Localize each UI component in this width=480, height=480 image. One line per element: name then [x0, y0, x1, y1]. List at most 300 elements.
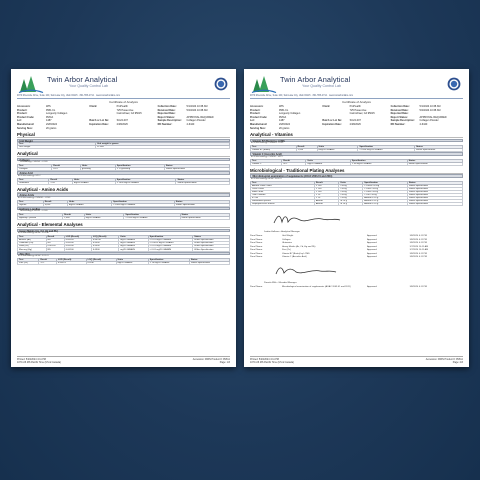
- page-footer: [250, 356, 463, 364]
- metadata-value: APPROVAL REQUIRED: [419, 115, 447, 119]
- table-cell: 18.5: [52, 168, 81, 171]
- page-footer: [17, 356, 230, 364]
- table-cell: 0.00154: [46, 245, 64, 248]
- table-cell: 0.00100: [64, 245, 91, 248]
- signature-microbial-manager: [270, 263, 370, 277]
- signature-analytical-manager: [270, 212, 370, 226]
- column-header: LOQ (Result): [91, 236, 118, 239]
- lab-header: [17, 74, 230, 97]
- column-header: Test: [251, 146, 297, 149]
- table-cell: g/serving: [80, 168, 115, 171]
- table-cell: 0.00234: [64, 239, 91, 242]
- metadata-label: Report Status:: [390, 115, 408, 119]
- results-sections: [17, 132, 230, 265]
- footer-printed: Printed: 5/20/2024 4:11 PM 107C-06 MS Pacific Time (US & Canada): [17, 358, 61, 364]
- table-cell: Unit Weight: [18, 146, 96, 149]
- table-cell: E. coli: [251, 196, 315, 199]
- column-header: Test: [251, 181, 315, 184]
- metadata-value: PRD-CL: [45, 108, 56, 112]
- footer-page: Accession: 9WIS Product #: PMCA Page: 2/3: [425, 358, 463, 364]
- metadata-value: ProHealth: [116, 105, 128, 108]
- metadata-value: WIS: [278, 105, 284, 108]
- metadata-value: APPROVAL REQUIRED: [186, 115, 214, 119]
- metadata-label: Reported Date:: [157, 112, 176, 116]
- column-header: Specification: [115, 165, 164, 168]
- methodology-note: ** Methodology: PMMNR • LCMS: [18, 161, 48, 164]
- column-header: LOD (Result): [56, 258, 86, 261]
- table-cell: Absent in 10 g: [363, 196, 408, 199]
- column-header: Result: [296, 146, 317, 149]
- table-row: [18, 146, 230, 149]
- column-header: Status: [180, 214, 229, 217]
- approval-cell: Microbiological examination of supplements (AOAC 2003.01 and 2011): [281, 285, 351, 288]
- column-header: Status: [189, 258, 229, 261]
- column-header: Status: [407, 181, 462, 184]
- metadata-cell: [158, 127, 230, 131]
- approval-cell: Approved:: [367, 256, 378, 259]
- table-cell: > 17g/serving: [115, 168, 164, 171]
- column-header: LOD (Result): [64, 236, 91, 239]
- table-cell: Collagen: [18, 168, 52, 171]
- approval-list: [250, 286, 463, 290]
- panel-name-bar: Zinc (Zn): [17, 252, 230, 256]
- table-cell: < 1000 CFU/g: [363, 190, 408, 193]
- table-cell: Within Specification: [193, 242, 230, 245]
- table-cell: 0.0300: [91, 248, 118, 251]
- table-cell: Within Specification: [174, 203, 229, 206]
- table-cell: Within Specification: [193, 239, 230, 242]
- signatures: [250, 212, 463, 289]
- column-header: Test: [18, 165, 52, 168]
- table-cell: mg/20 GRAMS: [119, 242, 148, 245]
- table-cell: Vitamin C: [251, 162, 282, 165]
- metadata-label: Product Code:: [250, 115, 268, 119]
- metadata-value: 725 Paseo Ave: [349, 108, 367, 112]
- approval-cell: Approved:: [367, 235, 378, 238]
- metadata-value: SC24-007: [116, 119, 128, 123]
- approval-cell: 5/8/2024 4:11 PM: [409, 285, 427, 288]
- metadata-label: Product:: [250, 108, 261, 112]
- panel-name-bar: Vitamin B7 (Biotin) by LCMS: [250, 139, 463, 143]
- approval-cell: Approved:: [367, 242, 378, 245]
- lab-tagline: Your Quality Control Lab: [302, 84, 342, 88]
- table-cell: > 90 mg/20 GRAMS: [350, 162, 407, 165]
- table-cell: Hydroxy L-proline: [18, 217, 63, 220]
- accreditation-seal-icon: [447, 77, 461, 91]
- metadata-label: Serving Size:: [250, 126, 266, 130]
- metadata-value: 1487: [45, 119, 52, 123]
- table-cell: 92.1: [282, 162, 306, 165]
- column-header: Result: [39, 258, 57, 261]
- metadata-label: Manufactured:: [250, 122, 268, 126]
- metadata-label: RO Number:: [390, 122, 406, 126]
- column-header: Result: [314, 181, 338, 184]
- column-header: Test: [18, 200, 44, 203]
- metadata-label: Batch or Lot No:: [322, 119, 342, 123]
- approval-cell: Zinc (Zn): [281, 249, 291, 252]
- table-cell: mcg/20 GRAMS: [317, 149, 358, 152]
- methodology-note: AOR/Methodology: AOAC 2003.01: [251, 177, 282, 180]
- metadata-value: 20 grams: [45, 126, 57, 130]
- metadata-cell: [391, 127, 463, 131]
- table-cell: Absent in 10 g: [363, 203, 408, 206]
- metadata-value: PMCA: [45, 115, 54, 119]
- metadata-label: Received Date:: [390, 108, 409, 112]
- signature-caption: Jordan Halloran - Analytical Manager: [264, 231, 300, 234]
- approval-cell: Glutamine: [281, 242, 292, 245]
- column-header: Status: [415, 146, 463, 149]
- table-cell: Within Specification: [189, 261, 229, 264]
- table-cell: mg/20 GRAMS: [119, 248, 148, 251]
- metadata-cell: [89, 127, 157, 131]
- metadata-value: 2/28/2026: [349, 122, 361, 126]
- table-cell: mg/20 GRAMS: [84, 217, 124, 220]
- approval-cell: 5/8/2024 4:11 PM: [409, 235, 427, 238]
- methodology-note: AOR/Methodology: HPLC: [18, 174, 41, 177]
- methodology-note: AOR/Methodology: AOAC 2015.01: [18, 232, 49, 235]
- table-cell: Aerobic Plate Count: [251, 184, 315, 187]
- panel-name-bar: Heavy Metals (As, Cd, Hg and Pb): [17, 229, 230, 233]
- table-cell: 21.489: [96, 146, 230, 149]
- column-header: Units: [80, 165, 115, 168]
- table-cell: Glycine: [18, 203, 44, 206]
- column-header: Specification: [112, 200, 175, 203]
- approval-cell: 5/8/2024 4:11 PM: [409, 252, 427, 255]
- column-header: Status: [164, 165, 229, 168]
- metadata-label: Collection Date:: [390, 105, 410, 108]
- table-cell: Absent: [314, 203, 338, 206]
- table-cell: Within Specification: [193, 245, 230, 248]
- metadata-value: 725 Paseo Ave: [116, 108, 134, 112]
- twin-trees-logo-icon: [17, 74, 45, 94]
- metadata-value: 2/28/2024: [45, 122, 58, 126]
- metadata-label: Product:: [17, 108, 28, 112]
- metadata-value: PRD-CL: [278, 108, 289, 112]
- metadata-label: Client:: [89, 105, 98, 108]
- lab-header: [250, 74, 463, 97]
- table-cell: Mold Count: [251, 190, 315, 193]
- metadata-cell: [17, 127, 89, 131]
- column-header: Status: [193, 236, 230, 239]
- column-header: Units: [119, 236, 148, 239]
- approval-row: [250, 286, 463, 290]
- table-row: [18, 217, 230, 220]
- approval-cell: Panel Name:: [250, 235, 263, 238]
- methodology-note: AOR/Methodology: AOAC 2015.01: [18, 255, 49, 258]
- table-cell: Within Specification: [407, 193, 462, 196]
- section-heading: Analytical: [17, 151, 230, 157]
- results-table: [250, 181, 463, 207]
- table-cell: Within Specification: [407, 203, 462, 206]
- sample-metadata: [250, 105, 463, 130]
- table-cell: > 1000 mg/20 GRAMS: [124, 217, 180, 220]
- table-cell: Glutamine: [18, 181, 49, 184]
- results-table: [17, 178, 230, 185]
- metadata-value: SC24-007: [349, 119, 361, 123]
- table-cell: < 10: [314, 193, 338, 196]
- metadata-label: Lot:: [250, 119, 255, 123]
- table-row: [251, 162, 463, 165]
- metadata-label: Client:: [322, 105, 331, 108]
- column-header: Units: [116, 258, 148, 261]
- panel-name-bar: Collagen: [17, 158, 230, 162]
- table-cell: < 100: [314, 190, 338, 193]
- section-heading: Analytical - Elemental Analyses: [17, 222, 230, 228]
- table-cell: < 10: [314, 196, 338, 199]
- table-cell: CFU/g: [339, 187, 363, 190]
- column-header: LOQ (Result): [86, 258, 116, 261]
- coa-page-2: [244, 69, 469, 367]
- results-table: [17, 142, 230, 149]
- metadata-label: Serving Size:: [17, 126, 33, 130]
- table-cell: 11.1: [39, 261, 57, 264]
- approval-cell: Collagen: [281, 238, 291, 241]
- table-cell: < 0.01 mg/20 GRAMS: [148, 245, 193, 248]
- column-header: Test: [18, 236, 47, 239]
- column-header: Units: [84, 214, 124, 217]
- approval-cell: Unit Weight: [281, 235, 294, 238]
- table-cell: > 1000 mg/20 GRAMS: [115, 181, 176, 184]
- column-header: Units: [306, 159, 350, 162]
- section-heading: Microbiological - Traditional Plating Analyses: [250, 168, 463, 174]
- table-cell: Total Coliform: [251, 193, 315, 196]
- metadata-value: Longevity Collagen: [278, 112, 301, 116]
- table-cell: mg/20 GRAMS: [306, 162, 350, 165]
- table-cell: 1.95: [49, 181, 72, 184]
- metadata-value: 1487: [278, 119, 285, 123]
- metadata-value: 2/28/2024: [278, 122, 291, 126]
- approval-cell: Approved:: [367, 252, 378, 255]
- panel-name-bar: Vitamin C (Ascorbic Acid): [250, 152, 463, 156]
- lab-tagline: Your Quality Control Lab: [69, 84, 109, 88]
- lab-name: Twin Arbor Analytical: [47, 75, 118, 84]
- metadata-value: 5/1/2024 10:38 AM: [186, 105, 208, 108]
- lab-address: 4870 Riverside Drive, Suite 100, Salt Lake City, Utah 84115 · 801-555-2712 · www.twinarborlabs.com: [17, 95, 121, 97]
- metadata-value: 4-6440: [186, 122, 195, 126]
- column-header: Test: [18, 178, 49, 181]
- table-cell: Salmonella species: [251, 199, 315, 202]
- table-cell: Cadmium (Cd): [18, 242, 47, 245]
- panel-name-bar: Microbiological examination of supplements (AOAC 2003.01 and 2011): [250, 174, 463, 178]
- metadata-label: Lot:: [17, 119, 22, 123]
- table-cell: Zinc (Zn): [18, 261, 39, 264]
- column-header: Specification: [124, 214, 180, 217]
- metadata-label: Product:: [250, 112, 261, 116]
- table-cell: < 100: [314, 187, 338, 190]
- column-header: Specification: [148, 236, 193, 239]
- panel-name-bar: Unit Weight: [17, 139, 230, 143]
- table-cell: Within Specification: [415, 149, 463, 152]
- metadata-cell: [322, 127, 390, 131]
- results-sections: [250, 132, 463, 206]
- table-cell: 1,200: [296, 149, 317, 152]
- table-cell: ND: [46, 239, 64, 242]
- metadata-value: Carmichael, CA 95015: [349, 112, 375, 116]
- panel-name-bar: Hydroxy L-proline: [17, 207, 230, 211]
- table-cell: mg/20 GRAMS: [72, 181, 115, 184]
- metadata-value: 5/2/2024 10:38 AM: [419, 108, 441, 112]
- table-cell: 0.00100: [64, 242, 91, 245]
- section-heading: Physical: [17, 132, 230, 138]
- column-header: Result: [52, 165, 81, 168]
- table-cell: mg/20 GRAMS: [67, 203, 111, 206]
- column-header: Result: [46, 236, 64, 239]
- panel-name-bar: Amino Acid: [17, 171, 230, 175]
- column-header: Result: [49, 178, 72, 181]
- approval-cell: Panel Name:: [250, 242, 263, 245]
- column-header: Status: [176, 178, 230, 181]
- metadata-row: [17, 127, 230, 131]
- table-row: [18, 181, 230, 184]
- approval-cell: Panel Name:: [250, 252, 263, 255]
- approval-cell: Heavy Metals (As, Cd, Hg and Pb): [281, 245, 316, 248]
- table-cell: 0.00574: [56, 261, 86, 264]
- approval-cell: Panel Name:: [250, 285, 263, 288]
- table-cell: < 100 CFU/g: [363, 193, 408, 196]
- table-cell: < 10000 CFU/g: [363, 184, 408, 187]
- column-header: Result: [63, 214, 85, 217]
- results-table: [250, 159, 463, 166]
- lab-name: Twin Arbor Analytical: [280, 75, 351, 84]
- metadata-value: 20 grams: [278, 126, 290, 130]
- table-cell: Within Specification: [180, 217, 229, 220]
- metadata-label: Product Code:: [17, 115, 35, 119]
- lab-address: 4870 Riverside Drive, Suite 100, Salt Lake City, Utah 84115 · 801-555-2712 · www.twinarborlabs.com: [250, 95, 354, 97]
- metadata-value: Collagen Powder: [186, 119, 206, 123]
- table-cell: 0.0300: [91, 245, 118, 248]
- metadata-label: Expiration Date:: [322, 122, 342, 126]
- section-heading: Analytical - Vitamins: [250, 132, 463, 138]
- table-cell: < 0.01 mg/20 GRAMS: [148, 239, 193, 242]
- header-divider: [17, 98, 230, 99]
- results-table: [17, 235, 230, 251]
- table-cell: < 1000 CFU/g: [363, 187, 408, 190]
- metadata-value: 5/1/2024 10:38 AM: [419, 105, 441, 108]
- table-cell: Yeast Count: [251, 187, 315, 190]
- table-cell: CFU/g: [339, 196, 363, 199]
- metadata-value: Carmichael, CA 95015: [116, 112, 142, 116]
- methodology-note: ** Methodology: PMMNR • LCMS: [18, 210, 48, 213]
- column-header: Status: [174, 200, 229, 203]
- metadata-label: Reported Date:: [390, 112, 409, 116]
- column-header: Specification: [115, 178, 176, 181]
- metadata-value: WIS: [45, 105, 51, 108]
- approval-cell: Approved:: [367, 245, 378, 248]
- table-cell: 3,050: [43, 203, 67, 206]
- table-cell: Within Specification: [164, 168, 229, 171]
- table-cell: Within Specification: [407, 196, 462, 199]
- column-header: Test: [18, 258, 39, 261]
- metadata-label: Collection Date:: [157, 105, 177, 108]
- metadata-label: Manufactured:: [17, 122, 35, 126]
- table-cell: Within Specification: [407, 199, 462, 202]
- approval-cell: Panel Name:: [250, 249, 263, 252]
- table-cell: < 0.01 mg/20 GRAMS: [148, 248, 193, 251]
- table-row: [18, 261, 230, 264]
- column-header: Test: [251, 159, 282, 162]
- column-header: Units: [339, 181, 363, 184]
- coa-page-1: [11, 69, 236, 367]
- metadata-label: Sample Description:: [157, 119, 182, 123]
- metadata-label: Accession:: [17, 105, 31, 108]
- footer-printed: Printed: 5/20/2024 4:11 PM 107C-06 MS Pacific Time (US & Canada): [250, 358, 294, 364]
- table-cell: Within Specification: [193, 248, 230, 251]
- results-table: [250, 145, 463, 152]
- approval-cell: 5/7/2024 10:11 AM: [409, 245, 428, 248]
- table-cell: > 1000 mcg/20 GRAMS: [358, 149, 415, 152]
- approval-cell: Panel Name:: [250, 256, 263, 259]
- table-cell: in 10 g: [339, 203, 363, 206]
- metadata-value: 4-6440: [419, 122, 428, 126]
- methodology-note: AOR/Methodology: PMMNR • LCMS: [18, 196, 51, 199]
- metadata-value: 5/2/2024 10:38 AM: [186, 108, 208, 112]
- metadata-label: Sample Description:: [390, 119, 415, 123]
- approval-cell: Approved:: [367, 238, 378, 241]
- approval-cell: 5/8/2024 4:11 PM: [409, 242, 427, 245]
- column-header: Specification: [148, 258, 189, 261]
- approval-cell: Approved:: [367, 249, 378, 252]
- column-header: Specification: [350, 159, 407, 162]
- approval-cell: 5/8/2024 4:11 PM: [409, 238, 427, 241]
- table-cell: Lead (Pb): [18, 245, 47, 248]
- twin-trees-logo-icon: [250, 74, 278, 94]
- results-table: [17, 200, 230, 207]
- panel-name-bar: Amino Acids: [17, 193, 230, 197]
- table-cell: ND: [46, 248, 64, 251]
- table-cell: Absent in 25 g: [363, 199, 408, 202]
- metadata-label: RO Number:: [157, 122, 173, 126]
- metadata-value: Collagen Powder: [419, 119, 439, 123]
- table-cell: Within Specification: [407, 162, 462, 165]
- table-cell: ND: [46, 242, 64, 245]
- signature-caption: Pamela Wills - Microbial Manager: [264, 281, 297, 284]
- section-heading: Analytical - Amino Acids: [17, 187, 230, 193]
- metadata-label: Product:: [17, 112, 28, 116]
- table-cell: Arsenic (As): [18, 239, 47, 242]
- metadata-row: [250, 127, 463, 131]
- metadata-cell: [250, 127, 322, 131]
- approval-cell: Panel Name:: [250, 245, 263, 248]
- metadata-label: Accession:: [250, 105, 264, 108]
- table-cell: 0.00700: [91, 239, 118, 242]
- metadata-label: Received Date:: [157, 108, 176, 112]
- table-cell: > 10 mg/20 GRAMS: [148, 261, 189, 264]
- column-header: Test: [18, 143, 96, 146]
- methodology-note: AOR/Methodology: PMMNR • LCMS: [251, 142, 284, 145]
- column-header: Result: [282, 159, 306, 162]
- table-cell: mg/20 GRAMS: [119, 239, 148, 242]
- table-cell: Vitamin B7 (Biotin): [251, 149, 297, 152]
- table-cell: CFU/g: [339, 190, 363, 193]
- methodology-note: AOR/Methodology: PMMNR • HPLC: [251, 155, 284, 158]
- document-title: Certificate of Analysis: [342, 100, 371, 104]
- column-header: Unit weight in grams: [96, 143, 230, 146]
- metadata-label: Batch or Lot No:: [89, 119, 109, 123]
- results-table: [17, 258, 230, 265]
- table-cell: 0.0287: [86, 261, 116, 264]
- table-cell: 0.0300: [91, 242, 118, 245]
- table-cell: CFU/g: [339, 193, 363, 196]
- metadata-value: PMCA: [278, 115, 287, 119]
- table-cell: 0.00100: [64, 248, 91, 251]
- table-cell: mg/20 GRAMS: [119, 245, 148, 248]
- table-cell: Within Specification: [176, 181, 230, 184]
- table-cell: Mercury (Hg): [18, 248, 47, 251]
- table-cell: > 1000 mg/20 GRAMS: [112, 203, 175, 206]
- metadata-value: ProHealth: [349, 105, 361, 108]
- table-cell: CFU/g: [339, 184, 363, 187]
- table-row: [251, 203, 463, 206]
